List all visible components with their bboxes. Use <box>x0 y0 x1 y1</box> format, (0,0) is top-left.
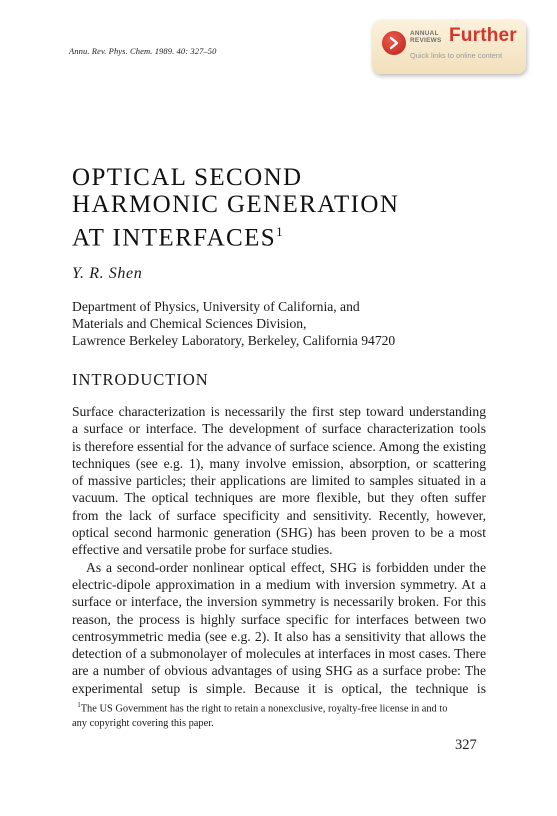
affiliation-line: Materials and Chemical Sciences Division, <box>72 316 307 331</box>
text-line: are a number of obvious advantages of using SHG as a surface probe: The <box>72 663 486 679</box>
title-footnote-mark[interactable]: 1 <box>276 224 283 239</box>
author-affiliation <box>72 298 395 349</box>
text-line: is therefore essential for the advance of surface science. Among the existing <box>72 438 486 454</box>
paragraph-2 <box>72 559 486 697</box>
affiliation-line: Department of Physics, University of California, and <box>72 299 360 314</box>
footnote-line: any copyright covering this paper. <box>72 718 214 730</box>
text-line: detection of a submonolayer of molecules at interfaces in most cases. There <box>72 646 486 662</box>
footnote-mark: 1 <box>77 701 81 709</box>
title-line-2: HARMONIC GENERATION <box>72 191 400 218</box>
further-word: Further <box>449 25 517 46</box>
text-line: optical second harmonic generation (SHG) has been proven to be a most <box>72 525 486 541</box>
section-heading: INTRODUCTION <box>72 370 209 389</box>
title-line-1: OPTICAL SECOND <box>72 164 303 191</box>
author-name: Y. R. Shen <box>72 265 143 282</box>
further-banner[interactable] <box>372 20 526 74</box>
page-number: 327 <box>455 737 477 753</box>
text-line: centrosymmetric media (see e.g. 2). It also has a sensitivity that allows the <box>72 628 486 644</box>
paragraph-1 <box>72 403 486 559</box>
text-line: Surface characterization is necessarily the first step toward understanding <box>72 404 486 419</box>
reviews-line: REVIEWS <box>410 37 442 44</box>
annual-line: ANNUAL <box>410 30 439 37</box>
annual-reviews-label <box>410 30 442 44</box>
text-line: electric-dipole approximation in a medium with inversion symmetry. At a <box>72 576 486 592</box>
text-line: a surface or interface. The development of surface characterization tools <box>72 421 486 437</box>
text-line: experimental setup is simple. Because it is optical, the technique is <box>72 680 486 696</box>
title-line-3-text: AT INTERFACES <box>72 224 277 252</box>
footnote-line <box>72 698 486 716</box>
footnote-text: The US Government has the right to retain a nonexclusive, royalty-free license in and to <box>80 703 448 715</box>
text-line: surface or interface, the inversion symmetry is necessarily broken. For this <box>72 594 486 610</box>
text-line: As a second-order nonlinear optical effect, SHG is forbidden under the <box>86 559 486 575</box>
further-tagline: Quick links to online content <box>410 51 503 60</box>
journal-citation: Annu. Rev. Phys. Chem. 1989. 40: 327–50 <box>69 46 217 56</box>
title-line-3 <box>72 218 399 251</box>
paper-title <box>72 164 399 251</box>
affiliation-line: Lawrence Berkeley Laboratory, Berkeley, California 94720 <box>72 333 396 348</box>
text-line: effective and versatile probe for surface studies. <box>72 542 333 558</box>
arrow-icon <box>382 31 406 55</box>
text-line: of massive particles; their applications are limited to samples situated in a <box>72 473 486 489</box>
text-line: techniques (see e.g. 1), many involve emission, absorption, or scattering <box>72 455 486 471</box>
footnote <box>72 698 486 731</box>
text-line: from the lack of surface specificity and sensitivity. Recently, however, <box>72 507 486 523</box>
text-line: reason, the process is highly surface specific for interfaces between two <box>72 611 486 627</box>
text-line: vacuum. The optical techniques are more flexible, but they often suffer <box>72 490 486 506</box>
body-text <box>72 403 486 697</box>
annual-reviews-logo-icon <box>382 31 406 55</box>
